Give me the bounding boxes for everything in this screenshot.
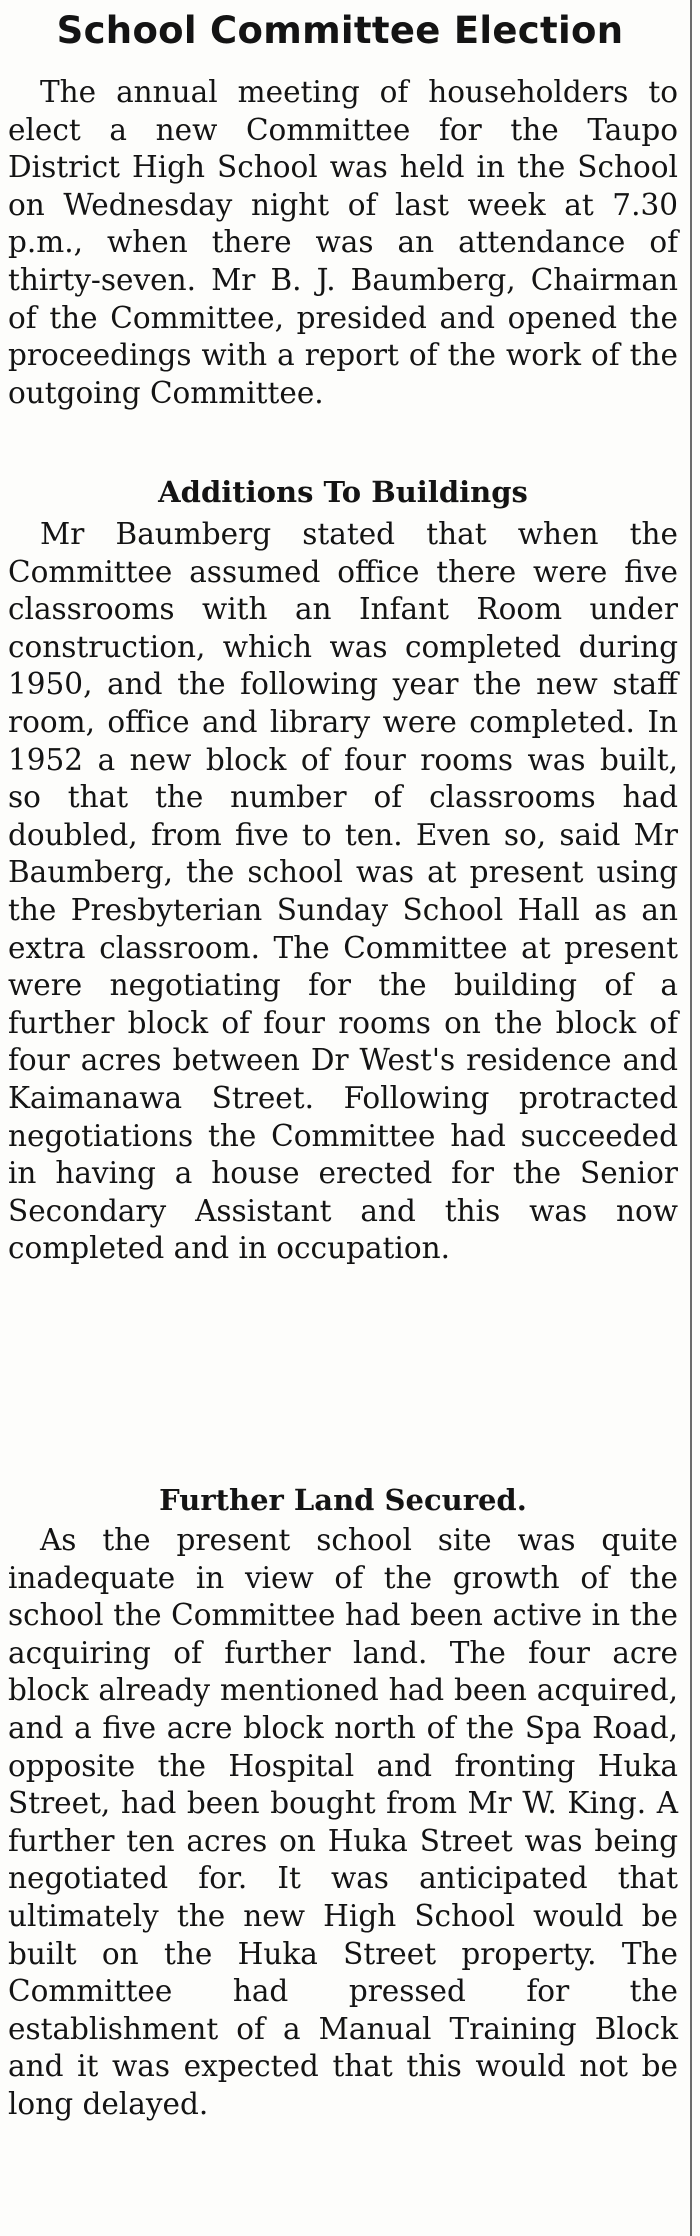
column-divider bbox=[690, 0, 692, 2236]
article-headline: School Committee Election bbox=[56, 9, 624, 52]
article-paragraph-2: Mr Baumberg stated that when the Committee assumed office there were five classrooms with an Infant Room under construction, which was completed during 1950, and the following year the new staff room, office and library were completed. In 1952 a new block of four rooms was built, so that the number of classrooms had doubled, from five to ten. Even so, said Mr Baumberg, the school was at present using the Presbyterian Sunday School Hall as an extra classroom. The Committee at present were negotiating for the building of a further block of four rooms on the block of four acres between Dr West's residence and Kaimanawa Street. Following protracted negotiations the Committee had succeeded in having a house erected for the Senior Secondary Assistant and this was now completed and in occupation. bbox=[8, 517, 678, 1266]
subheading-additions-to-buildings: Additions To Buildings bbox=[158, 475, 528, 509]
article-paragraph-1: The annual meeting of householders to elect a new Committee for the Taupo District High School was held in the School on Wednesday night of last week at 7.30 p.m., when there was an attendance of thirty-seven. Mr B. J. Baumberg, Chairman of the Committee, presided and opened the proceedings with a report of the work of the outgoing Committee. bbox=[8, 75, 678, 410]
article-paragraph-3: As the present school site was quite inadequate in view of the growth of the school the Committee had been active in the acquiring of further land. The four acre block already mentioned had been acquired, and a five acre block north of the Spa Road, opposite the Hospital and fronting Huka Street, had been bought from Mr W. King. A further ten acres on Huka Street was being negotiated for. It was anticipated that ultimately the new High School would be built on the Huka Street property. The Committee had pressed for the establishment of a Manual Training Block and it was expected that this would not be long delayed. bbox=[8, 1523, 678, 2121]
subheading-further-land-secured: Further Land Secured. bbox=[159, 1483, 527, 1517]
